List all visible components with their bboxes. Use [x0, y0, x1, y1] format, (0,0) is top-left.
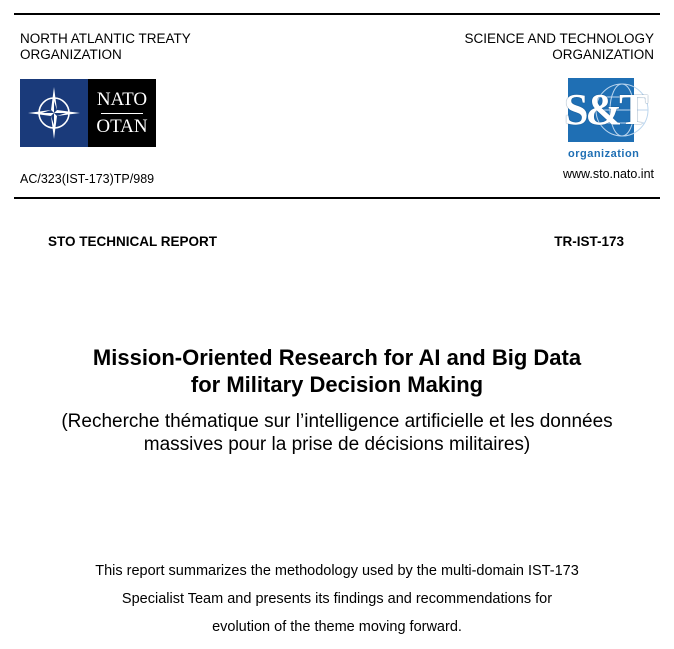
subtitle-line2: massives pour la prise de décisions militaires): [143, 434, 531, 455]
nato-compass-icon: [20, 79, 88, 147]
nato-org-name: [20, 31, 191, 63]
report-title: [0, 344, 674, 398]
nato-logo: [20, 79, 156, 147]
summary-line2: Specialist Team and presents its findings and recommendations for: [121, 591, 553, 607]
st-mark: S&T: [564, 85, 646, 134]
otan-word: OTAN: [96, 115, 148, 137]
website-link[interactable]: www.sto.nato.int: [562, 167, 654, 181]
summary-line1: This report summarizes the methodology used by the multi-domain IST-173: [95, 563, 579, 579]
report-subtitle-french: [0, 410, 674, 456]
sto-org-name: [464, 31, 654, 63]
st-logo: [562, 78, 662, 163]
st-tagline: organization: [568, 148, 640, 160]
report-type: STO TECHNICAL REPORT: [48, 234, 218, 249]
nato-org-line1: NORTH ATLANTIC TREATY: [20, 31, 191, 46]
title-line1: Mission-Oriented Research for AI and Big Data: [92, 345, 582, 370]
document-code: AC/323(IST-173)TP/989: [20, 172, 155, 186]
nato-org-line2: ORGANIZATION: [20, 47, 122, 62]
top-rule: [14, 13, 660, 15]
nato-word: NATO: [96, 88, 148, 110]
sto-org-line1: SCIENCE AND TECHNOLOGY: [464, 31, 654, 46]
sto-org-line2: ORGANIZATION: [552, 47, 654, 62]
subtitle-line1: (Recherche thématique sur l’intelligence artificielle et les données: [61, 411, 613, 432]
summary-line3: evolution of the theme moving forward.: [212, 619, 462, 635]
report-number: TR-IST-173: [554, 234, 624, 249]
report-summary: [0, 557, 674, 641]
header-bottom-rule: [14, 197, 660, 199]
nato-otan-wordmark: [88, 79, 156, 147]
title-line2: for Military Decision Making: [190, 372, 484, 397]
